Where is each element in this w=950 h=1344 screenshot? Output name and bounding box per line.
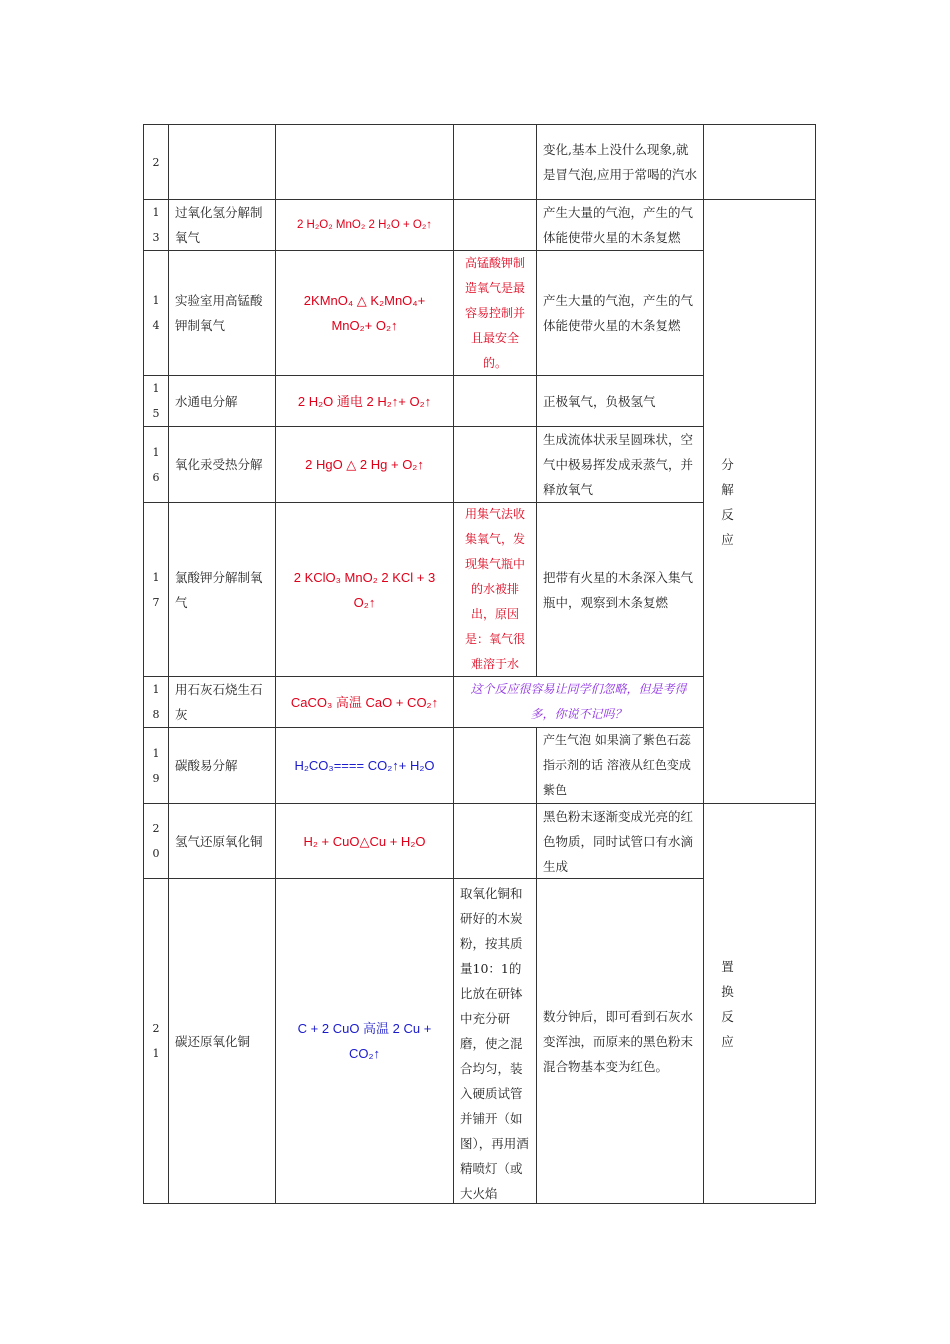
note-cell [453,803,537,879]
observation-cell [536,250,704,376]
equation: H₂ + CuO△Cu + H₂O [303,833,426,849]
note-cell [453,250,537,376]
row-number [143,426,169,503]
category-label: 置换反应 [721,958,734,1049]
reaction-name: 用石灰石烧生石灰 [175,682,263,722]
row-number-text: 1 7 [152,570,160,609]
observation-cell [536,199,704,251]
note-cell [453,199,537,251]
category-decomposition [703,199,816,804]
wide-note-cell [453,676,704,728]
observation-text: 数分钟后，即可看到石灰水变浑浊，而原来的黑色粉末混合物基本变为红色。 [543,1008,694,1074]
equation-cell [275,124,454,200]
equation: 2 H₂O₂ MnO₂ 2 H₂O + O₂↑ [296,218,433,231]
observation-text: 生成流体状汞呈圆珠状，空气中极易挥发成汞蒸气，并释放氧气 [543,432,694,497]
equation-cell [275,676,454,728]
row-number [143,878,169,1204]
equation-cell [275,727,454,804]
row-number [143,199,169,251]
note-text: 用集气法收集氧气，发现集气瓶中的水被排出，原因是：氧气很难溶于水 [464,507,525,671]
reaction-name: 实验室用高锰酸钾制氧气 [175,293,263,333]
reaction-name: 氢气还原氧化铜 [175,833,263,849]
observation-cell [536,803,704,879]
equation-cell [275,426,454,503]
row-number [143,375,169,427]
equation: 2 H₂O 通电 2 H₂↑+ O₂↑ [297,393,432,409]
reaction-name-cell [168,502,276,677]
equation-cell [275,199,454,251]
observation-text: 黑色粉末逐渐变成光亮的红色物质，同时试管口有水滴生成 [543,808,694,874]
row-number [143,676,169,728]
reaction-name: 氯酸钾分解制氧气 [175,569,263,610]
observation-text: 把带有火星的木条深入集气瓶中，观察到木条复燃 [543,569,694,610]
equation-cell [275,250,454,376]
observation-text: 正极氧气，负极氢气 [543,393,656,409]
row-number-text: 1 4 [152,294,160,332]
observation-cell [536,878,704,1204]
row-number [143,727,169,804]
row-number-text: 1 9 [152,746,160,785]
equation: CaCO₃ 高温 CaO + CO₂↑ [290,694,439,710]
row-number [143,803,169,879]
equation-cell [275,878,454,1204]
row-number-text: 2 0 [152,822,160,860]
note-cell [453,727,537,804]
observation-text: 产生大量的气泡，产生的气体能使带火星的木条复燃 [543,205,694,245]
observation-cell [536,727,704,804]
note-cell [453,878,537,1204]
row-number-text: 1 5 [152,382,160,420]
equation: C + 2 CuO 高温 2 Cu + CO₂↑ [297,1021,432,1061]
row-number-text: 1 8 [152,683,160,721]
observation-cell [536,502,704,677]
equation: 2KMnO₄ △ K₂MnO₄+ MnO₂+ O₂↑ [303,293,426,333]
observation-cell [536,375,704,427]
equation: 2 KClO₃ MnO₂ 2 KCl + 3 O₂↑ [293,569,436,610]
reaction-name-cell [168,426,276,503]
note-text: 取氧化铜和研好的木炭粉，按其质量10：1的比放在研钵中充分研磨，使之混合均匀，装入硬质试管并铺开（如图），再用酒精喷灯（或大火焰 [460,886,529,1201]
note-cell [453,426,537,503]
observation-text: 产生气泡 如果滴了紫色石蕊指示剂的话 溶液从红色变成紫色 [543,733,691,797]
observation-cell [536,124,704,200]
reaction-name-cell [168,199,276,251]
category-cell [703,124,816,200]
reaction-name: 碳酸易分解 [175,758,238,773]
row-number-text: 1 3 [152,206,160,244]
note-cell [453,502,537,677]
equation-cell [275,375,454,427]
equation: H₂CO₃==== CO₂↑+ H₂O [294,758,435,773]
reaction-name-cell [168,878,276,1204]
reaction-name: 水通电分解 [175,393,238,409]
reaction-table [143,124,816,1204]
category-replacement [703,803,816,1204]
note-cell [453,375,537,427]
reaction-name-cell [168,727,276,804]
row-number [143,124,169,200]
reaction-name-cell [168,375,276,427]
row-number-text: 2 [152,155,160,169]
row-number [143,250,169,376]
equation: 2 HgO △ 2 Hg + O₂↑ [305,457,424,472]
reaction-name-cell [168,250,276,376]
row-number-text: 1 6 [152,445,160,484]
reaction-name: 氧化汞受热分解 [175,457,263,472]
reaction-name: 过氧化氢分解制氧气 [175,205,263,245]
equation-cell [275,803,454,879]
observation-text: 产生大量的气泡，产生的气体能使带火星的木条复燃 [543,293,694,333]
equation-cell [275,502,454,677]
reaction-name-cell [168,803,276,879]
observation-cell [536,426,704,503]
note-cell [453,124,537,200]
row-number-text: 2 1 [152,1022,160,1060]
reaction-name: 碳还原氧化铜 [175,1033,251,1049]
wide-note-text: 这个反应很容易让同学们忽略，但是考得多，你说不记吗？ [470,682,687,721]
category-label: 分解反应 [721,456,734,547]
reaction-name-cell [168,124,276,200]
reaction-name-cell [168,676,276,728]
row-number [143,502,169,677]
note-text: 高锰酸钾制造氧气是最容易控制并且最安全的。 [464,255,525,370]
observation-text: 变化,基本上没什么现象,就是冒气泡,应用于常喝的汽水 [543,142,697,182]
